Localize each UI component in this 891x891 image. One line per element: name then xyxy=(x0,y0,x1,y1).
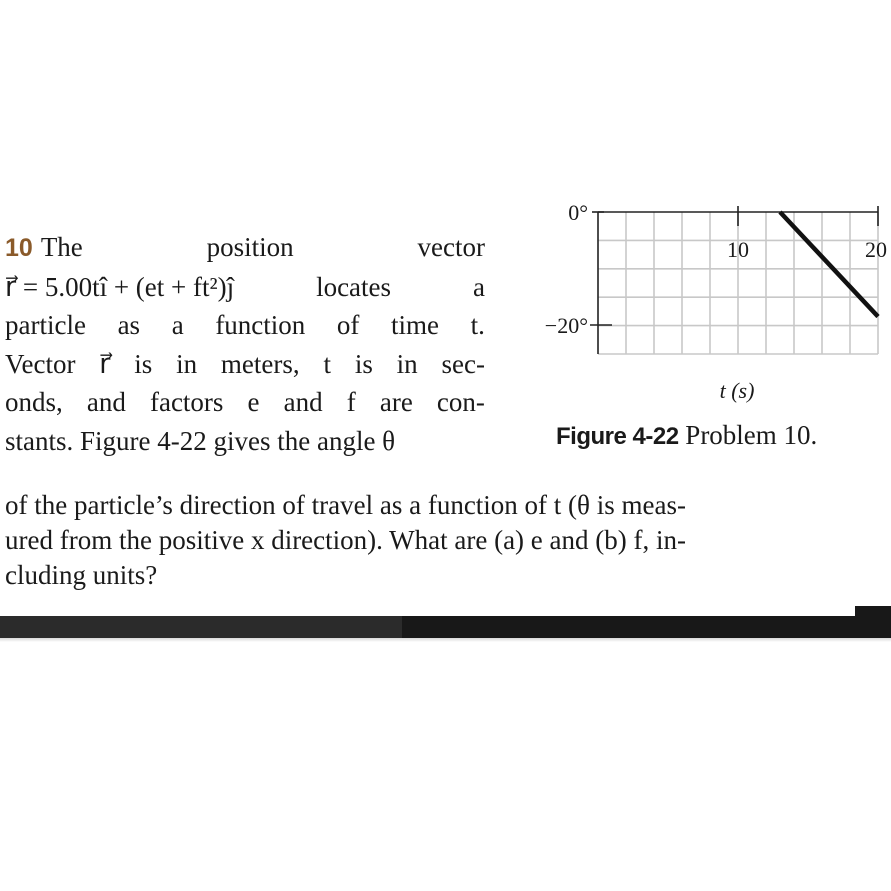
figure-caption xyxy=(556,420,817,451)
problem-word: a xyxy=(171,310,184,340)
problem-word: of xyxy=(336,310,360,340)
problem-word: onds, xyxy=(5,387,63,417)
problem-word: meters, xyxy=(220,348,300,379)
graph-ticks xyxy=(590,206,878,325)
problem-word: position xyxy=(206,232,294,262)
continuation-line-text: ured from the positive x direction). What are (a) e and (b) f, in- xyxy=(5,525,686,555)
x-axis-label: t (s) xyxy=(719,378,755,403)
y-tick-label: −20° xyxy=(544,313,588,338)
problem-word: r⃗ xyxy=(99,348,111,379)
continuation-line xyxy=(5,558,835,593)
page-edge-band-dark xyxy=(402,616,891,638)
continuation-line-text: cluding units? xyxy=(5,560,158,590)
problem-word: t xyxy=(323,348,331,379)
continuation-line-text: of the particle’s direction of travel as a function of t (θ is meas- xyxy=(5,490,686,520)
page-edge-band xyxy=(0,616,402,638)
x-tick-label: 10 xyxy=(727,237,749,262)
problem-word: particle xyxy=(5,310,86,340)
problem-word: stants. Figure 4-22 gives the angle θ xyxy=(5,425,396,456)
figure-caption-label: Figure 4-22 xyxy=(556,423,679,450)
problem-word: Vector xyxy=(5,348,76,379)
problem-continuation xyxy=(5,488,835,593)
position-vector-equation: r⃗ = 5.00tî + (et + ft²)ĵ xyxy=(5,271,235,302)
x-tick-label: 20 xyxy=(865,237,887,262)
problem-word: in xyxy=(396,348,418,379)
problem-word: The xyxy=(40,232,83,262)
problem-word: vector xyxy=(417,232,485,262)
problem-word: as xyxy=(117,310,141,340)
page-edge-shadow xyxy=(0,638,891,642)
problem-word: locates xyxy=(316,271,392,302)
problem-word: a xyxy=(473,271,485,302)
graph-labels xyxy=(545,200,887,403)
continuation-line xyxy=(5,523,835,558)
problem-word: are xyxy=(379,387,413,417)
figure-caption-text: Problem 10. xyxy=(685,420,818,450)
problem-number: 10 xyxy=(5,234,33,262)
problem-word: function xyxy=(215,310,306,340)
problem-word: time xyxy=(391,310,440,340)
problem-word: sec- xyxy=(441,348,485,379)
graph-grid xyxy=(598,212,878,354)
problem-word: in xyxy=(176,348,198,379)
page-edge-tab xyxy=(855,606,891,618)
problem-word: t. xyxy=(470,310,485,340)
continuation-line xyxy=(5,488,835,523)
problem-word: factors xyxy=(149,387,224,417)
problem-word: is xyxy=(134,348,153,379)
y-tick-label: 0° xyxy=(568,200,588,225)
problem-word: con- xyxy=(436,387,485,417)
problem-word: f xyxy=(346,387,356,417)
problem-word: and xyxy=(283,387,323,417)
problem-word: is xyxy=(354,348,373,379)
problem-word: and xyxy=(86,387,126,417)
problem-word: e xyxy=(247,387,260,417)
